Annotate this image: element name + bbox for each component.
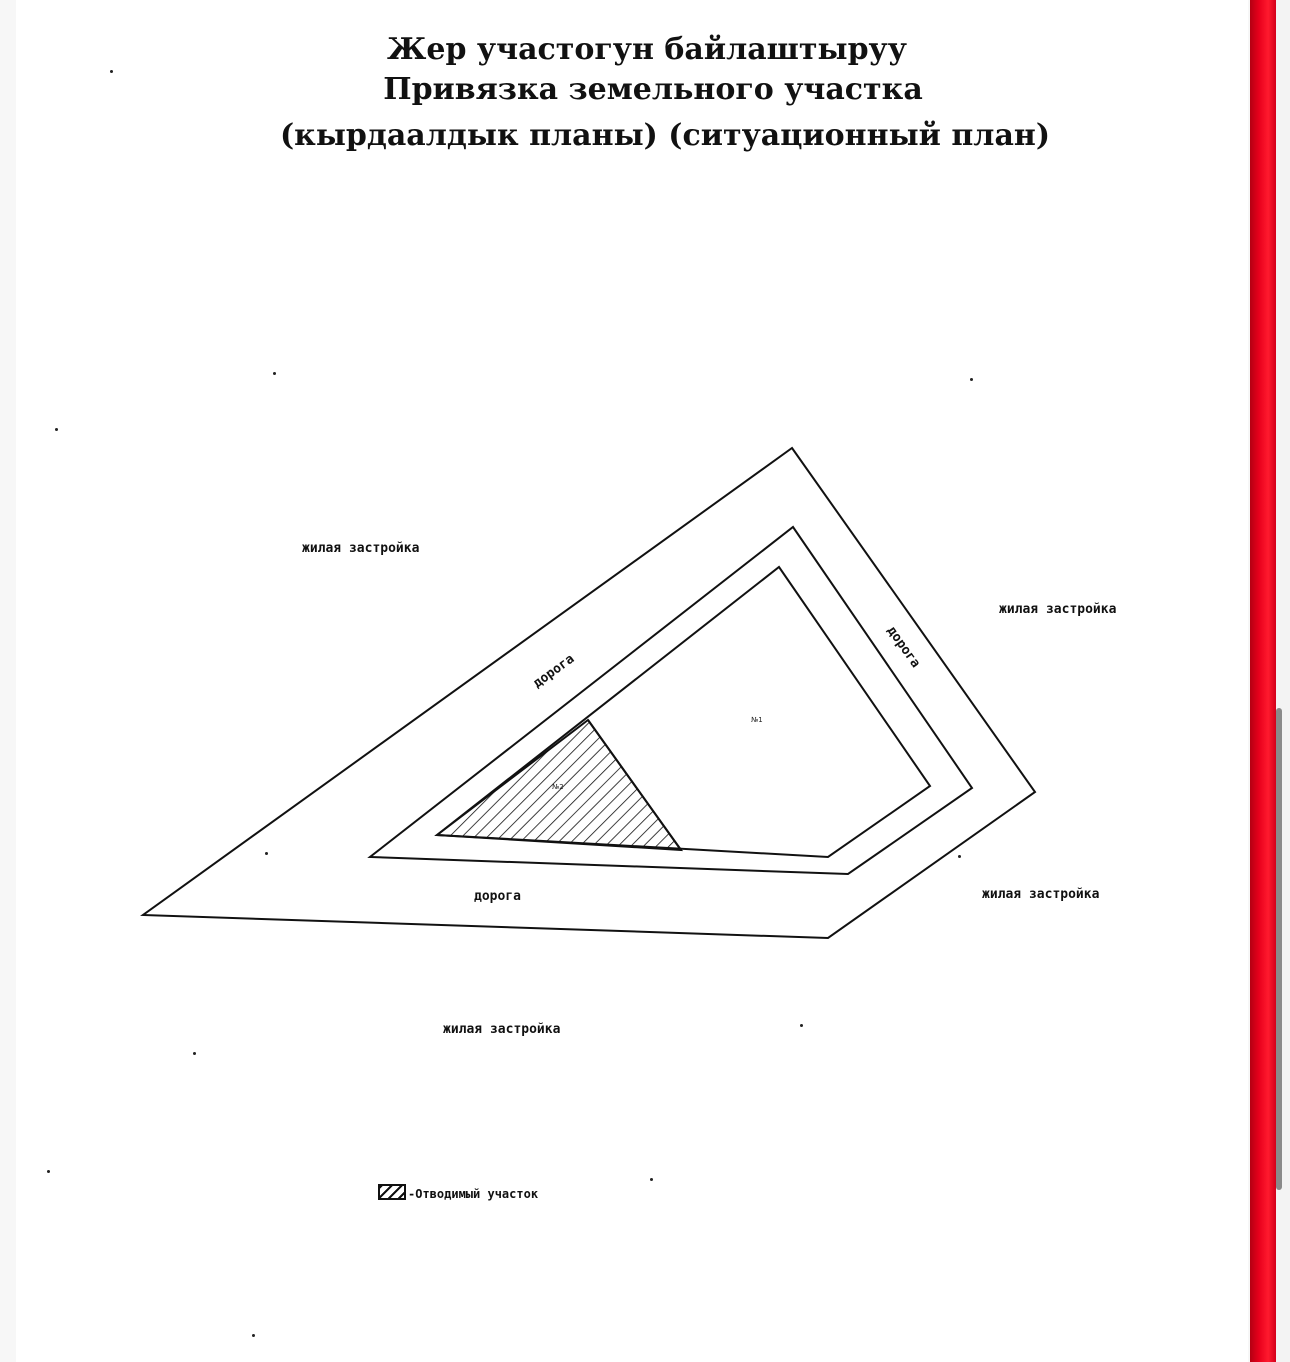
scan-speck xyxy=(958,855,961,858)
hatch-swatch-icon xyxy=(378,1184,406,1200)
road-label-left: дорога xyxy=(530,651,578,692)
legend xyxy=(378,1183,538,1201)
title-kyrgyz: Жер участогун байлаштыруу xyxy=(387,32,907,67)
residential-label-right: жилая застройка xyxy=(999,602,1117,617)
scan-speck xyxy=(650,1178,653,1181)
plot-1-label: №1 xyxy=(751,716,763,724)
residential-label-top-left: жилая застройка xyxy=(302,541,420,556)
scan-speck xyxy=(252,1334,255,1337)
scan-speck xyxy=(193,1052,196,1055)
title-russian: Привязка земельного участка xyxy=(383,72,923,107)
scan-speck xyxy=(55,428,58,431)
scan-speck xyxy=(800,1024,803,1027)
scan-speck xyxy=(273,372,276,375)
road-label-right: дорога xyxy=(883,623,923,671)
scan-speck xyxy=(110,70,113,73)
plot-2-label: №2 xyxy=(552,783,564,791)
scan-speck xyxy=(970,378,973,381)
residential-label-bottom-right: жилая застройка xyxy=(982,887,1100,902)
scan-speck xyxy=(47,1170,50,1173)
scan-speck xyxy=(265,852,268,855)
subtitle: (кырдаалдык планы) (ситуационный план) xyxy=(279,118,1051,153)
road-label-bottom: дорога xyxy=(474,889,521,904)
residential-label-bottom: жилая застройка xyxy=(443,1022,561,1037)
legend-label: -Отводимый участок xyxy=(408,1187,539,1201)
